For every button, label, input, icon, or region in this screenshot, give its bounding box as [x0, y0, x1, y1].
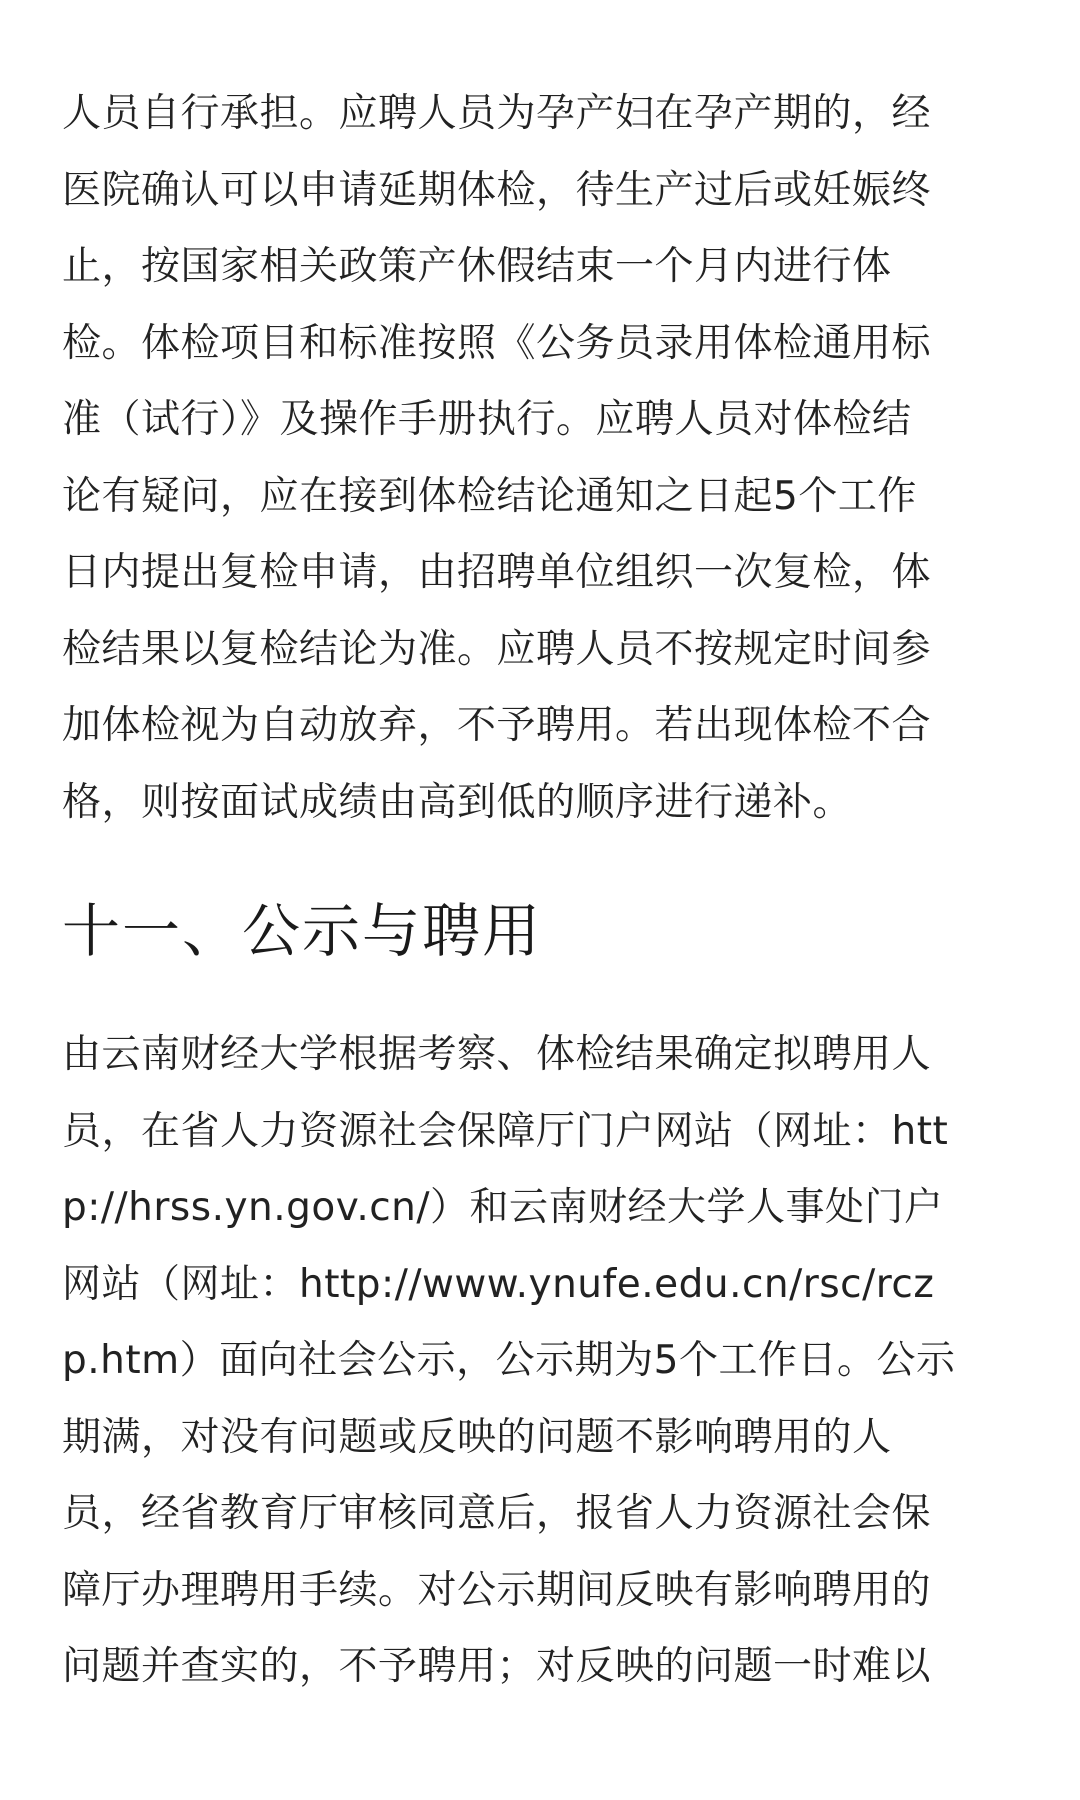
paragraph-publicity-employment	[62, 1017, 1032, 1706]
text-line: 人员自行承担。应聘人员为孕产妇在孕产期的，经	[62, 91, 932, 136]
paragraph-physical-exam	[62, 76, 1032, 841]
text-line: p.htm）面向社会公示，公示期为5个工作日。公示	[62, 1338, 956, 1383]
text-line: 加体检视为自动放弃，不予聘用。若出现体检不合	[62, 703, 932, 748]
text-line: 准（试行）》及操作手册执行。应聘人员对体检结	[62, 397, 912, 442]
text-line: 问题并查实的，不予聘用；对反映的问题一时难以	[62, 1644, 932, 1689]
text-line: 检。体检项目和标准按照《公务员录用体检通用标	[62, 320, 932, 366]
text-line: 员，在省人力资源社会保障厅门户网站（网址：htt	[62, 1108, 949, 1154]
text-line: 由云南财经大学根据考察、体检结果确定拟聘用人	[62, 1032, 932, 1077]
section-heading: 十一、公示与聘用	[62, 897, 543, 965]
text-line: 医院确认可以申请延期体检，待生产过后或妊娠终	[62, 167, 932, 213]
text-line: 止，按国家相关政策产休假结束一个月内进行体	[62, 244, 892, 289]
text-line: 格，则按面试成绩由高到低的顺序进行递补。	[62, 779, 853, 825]
text-line: 日内提出复检申请，由招聘单位组织一次复检，体	[62, 550, 932, 595]
text-line: 员，经省教育厅审核同意后，报省人力资源社会保	[62, 1491, 932, 1536]
text-line: 障厅办理聘用手续。对公示期间反映有影响聘用的	[62, 1567, 932, 1613]
text-line: 检结果以复检结论为准。应聘人员不按规定时间参	[62, 626, 932, 672]
document-body	[62, 76, 1032, 1706]
text-line: p://hrss.yn.gov.cn/）和云南财经大学人事处门户	[62, 1185, 944, 1230]
text-line: 期满，对没有问题或反映的问题不影响聘用的人	[62, 1414, 892, 1460]
text-line: 论有疑问，应在接到体检结论通知之日起5个工作	[62, 473, 917, 519]
text-line: 网站（网址：http://www.ynufe.edu.cn/rsc/rcz	[62, 1261, 935, 1307]
